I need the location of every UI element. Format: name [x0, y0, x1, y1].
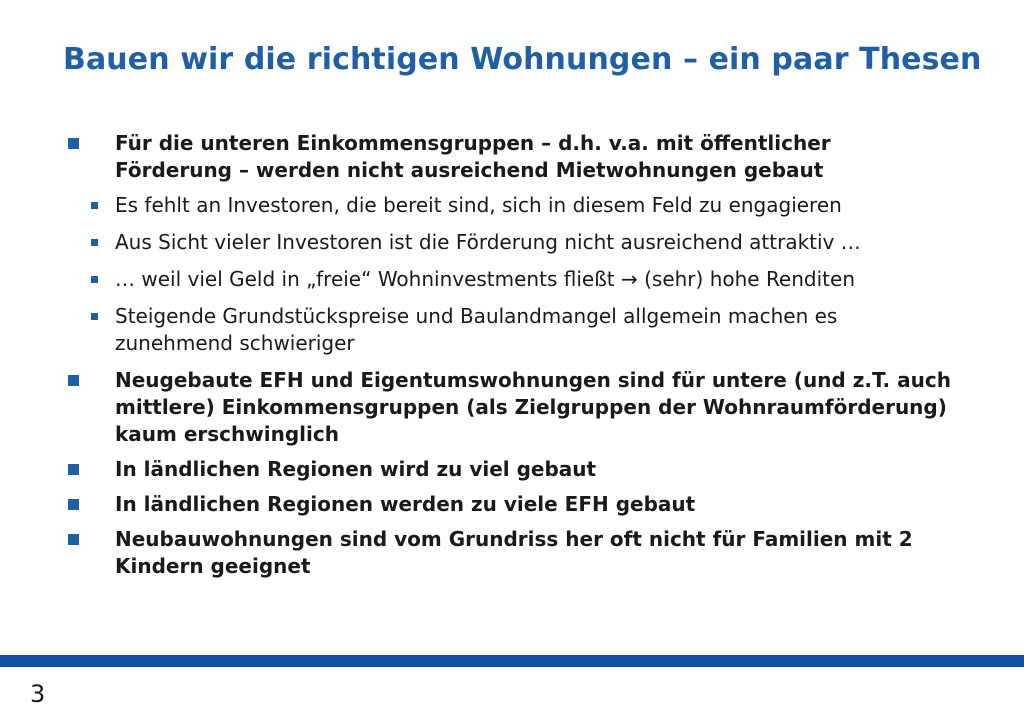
sub-bullet-text: Es fehlt an Investoren, die bereit sind, sich in diesem Feld zu engagieren	[115, 193, 842, 217]
small-square-bullet-icon	[91, 239, 98, 246]
bullet-text: In ländlichen Regionen wird zu viel gebaut	[115, 457, 597, 481]
bullet-item	[0, 491, 1024, 518]
bullet-text: Neubauwohnungen sind vom Grundriss her oft nicht für Familien mit 2 Kindern geeignet	[115, 527, 913, 578]
bullet-text: In ländlichen Regionen werden zu viele EFH gebaut	[115, 492, 696, 516]
bullet-item	[0, 526, 1024, 580]
page-number: 3	[30, 680, 46, 708]
sub-bullet-item	[0, 266, 1024, 293]
bullet-item	[0, 456, 1024, 483]
square-bullet-icon	[68, 499, 79, 510]
bullet-list	[0, 130, 1024, 588]
square-bullet-icon	[68, 534, 79, 545]
square-bullet-icon	[68, 375, 79, 386]
sub-bullet-item	[0, 229, 1024, 256]
sub-bullet-item	[0, 303, 1024, 357]
sub-bullet-text: Steigende Grundstückspreise und Baulandmangel allgemein machen es zunehmend schwieriger	[115, 304, 838, 355]
bullet-item	[0, 130, 1024, 184]
sub-bullet-item	[0, 192, 1024, 219]
sub-bullet-text: … weil viel Geld in „freie“ Wohninvestments fließt → (sehr) hohe Renditen	[115, 267, 855, 291]
footer-bar	[0, 655, 1024, 667]
small-square-bullet-icon	[91, 313, 98, 320]
square-bullet-icon	[68, 464, 79, 475]
square-bullet-icon	[68, 138, 79, 149]
sub-bullet-text: Aus Sicht vieler Investoren ist die Förderung nicht ausreichend attraktiv …	[115, 230, 861, 254]
bullet-text: Neugebaute EFH und Eigentumswohnungen sind für untere (und z.T. auch mittlere) Einkommensgruppen (als Zielgruppen der Wohnraumförderung) kaum erschwinglich	[115, 368, 951, 446]
small-square-bullet-icon	[91, 276, 98, 283]
slide-title: Bauen wir die richtigen Wohnungen – ein paar Thesen	[63, 42, 982, 77]
bullet-item	[0, 367, 1024, 448]
bullet-text: Für die unteren Einkommensgruppen – d.h. v.a. mit öffentlicher Förderung – werden nicht ausreichend Mietwohnungen gebaut	[115, 131, 831, 182]
small-square-bullet-icon	[91, 202, 98, 209]
